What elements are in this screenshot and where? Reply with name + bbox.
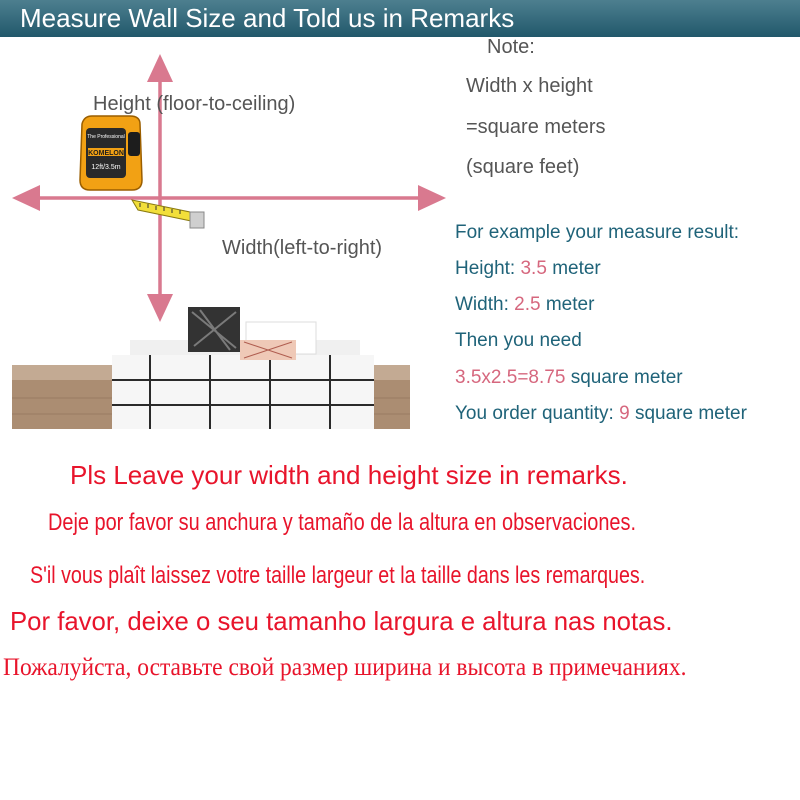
note-title: Note: <box>487 36 535 58</box>
instruction-french: S'il vous plaît laissez votre taille largeur et la taille dans les remarques. <box>30 562 646 589</box>
bedroom-photo <box>12 307 410 429</box>
example-order-unit: square meter <box>634 403 747 424</box>
banner-title: Measure Wall Size and Told us in Remarks <box>20 3 515 33</box>
instruction-russian: Пожалуйста, оставьте свой размер ширина и высота в примечаниях. <box>3 654 687 681</box>
example-height-value: 3.5 <box>520 258 547 279</box>
note-line-1: Width x height <box>466 75 593 97</box>
example-width <box>455 294 594 316</box>
example-width-value: 2.5 <box>514 294 541 315</box>
example-formula <box>455 367 683 389</box>
width-label: Width(left-to-right) <box>222 237 383 259</box>
tape-measure-icon <box>80 116 204 228</box>
example-formula-value: 3.5x2.5=8.75 <box>455 367 566 388</box>
instruction-spanish: Deje por favor su anchura y tamaño de la altura en observaciones. <box>48 509 636 536</box>
height-label: Height (floor-to-ceiling) <box>93 93 296 115</box>
example-width-label: Width: <box>455 294 509 315</box>
example-then: Then you need <box>455 330 582 351</box>
tape-brand-text: KOMELON <box>88 150 124 157</box>
note-line-2: =square meters <box>466 116 606 138</box>
width-arrow <box>12 185 446 211</box>
note-line-3: (square feet) <box>466 156 580 178</box>
example-formula-unit: square meter <box>570 367 683 388</box>
example-height-unit: meter <box>552 258 601 279</box>
example-intro: For example your measure result: <box>455 222 740 243</box>
tape-model-text: The Professional <box>87 134 125 140</box>
example-order-value: 9 <box>619 403 630 424</box>
instruction-portuguese: Por favor, deixe o seu tamanho largura e altura nas notas. <box>10 606 673 636</box>
example-width-unit: meter <box>545 294 595 315</box>
example-order <box>455 403 747 425</box>
example-order-label: You order quantity: <box>455 403 614 424</box>
example-height <box>455 258 601 280</box>
tape-size-text: 12ft/3.5m <box>91 164 121 171</box>
instruction-english: Pls Leave your width and height size in remarks. <box>70 460 628 490</box>
example-height-label: Height: <box>455 258 516 279</box>
